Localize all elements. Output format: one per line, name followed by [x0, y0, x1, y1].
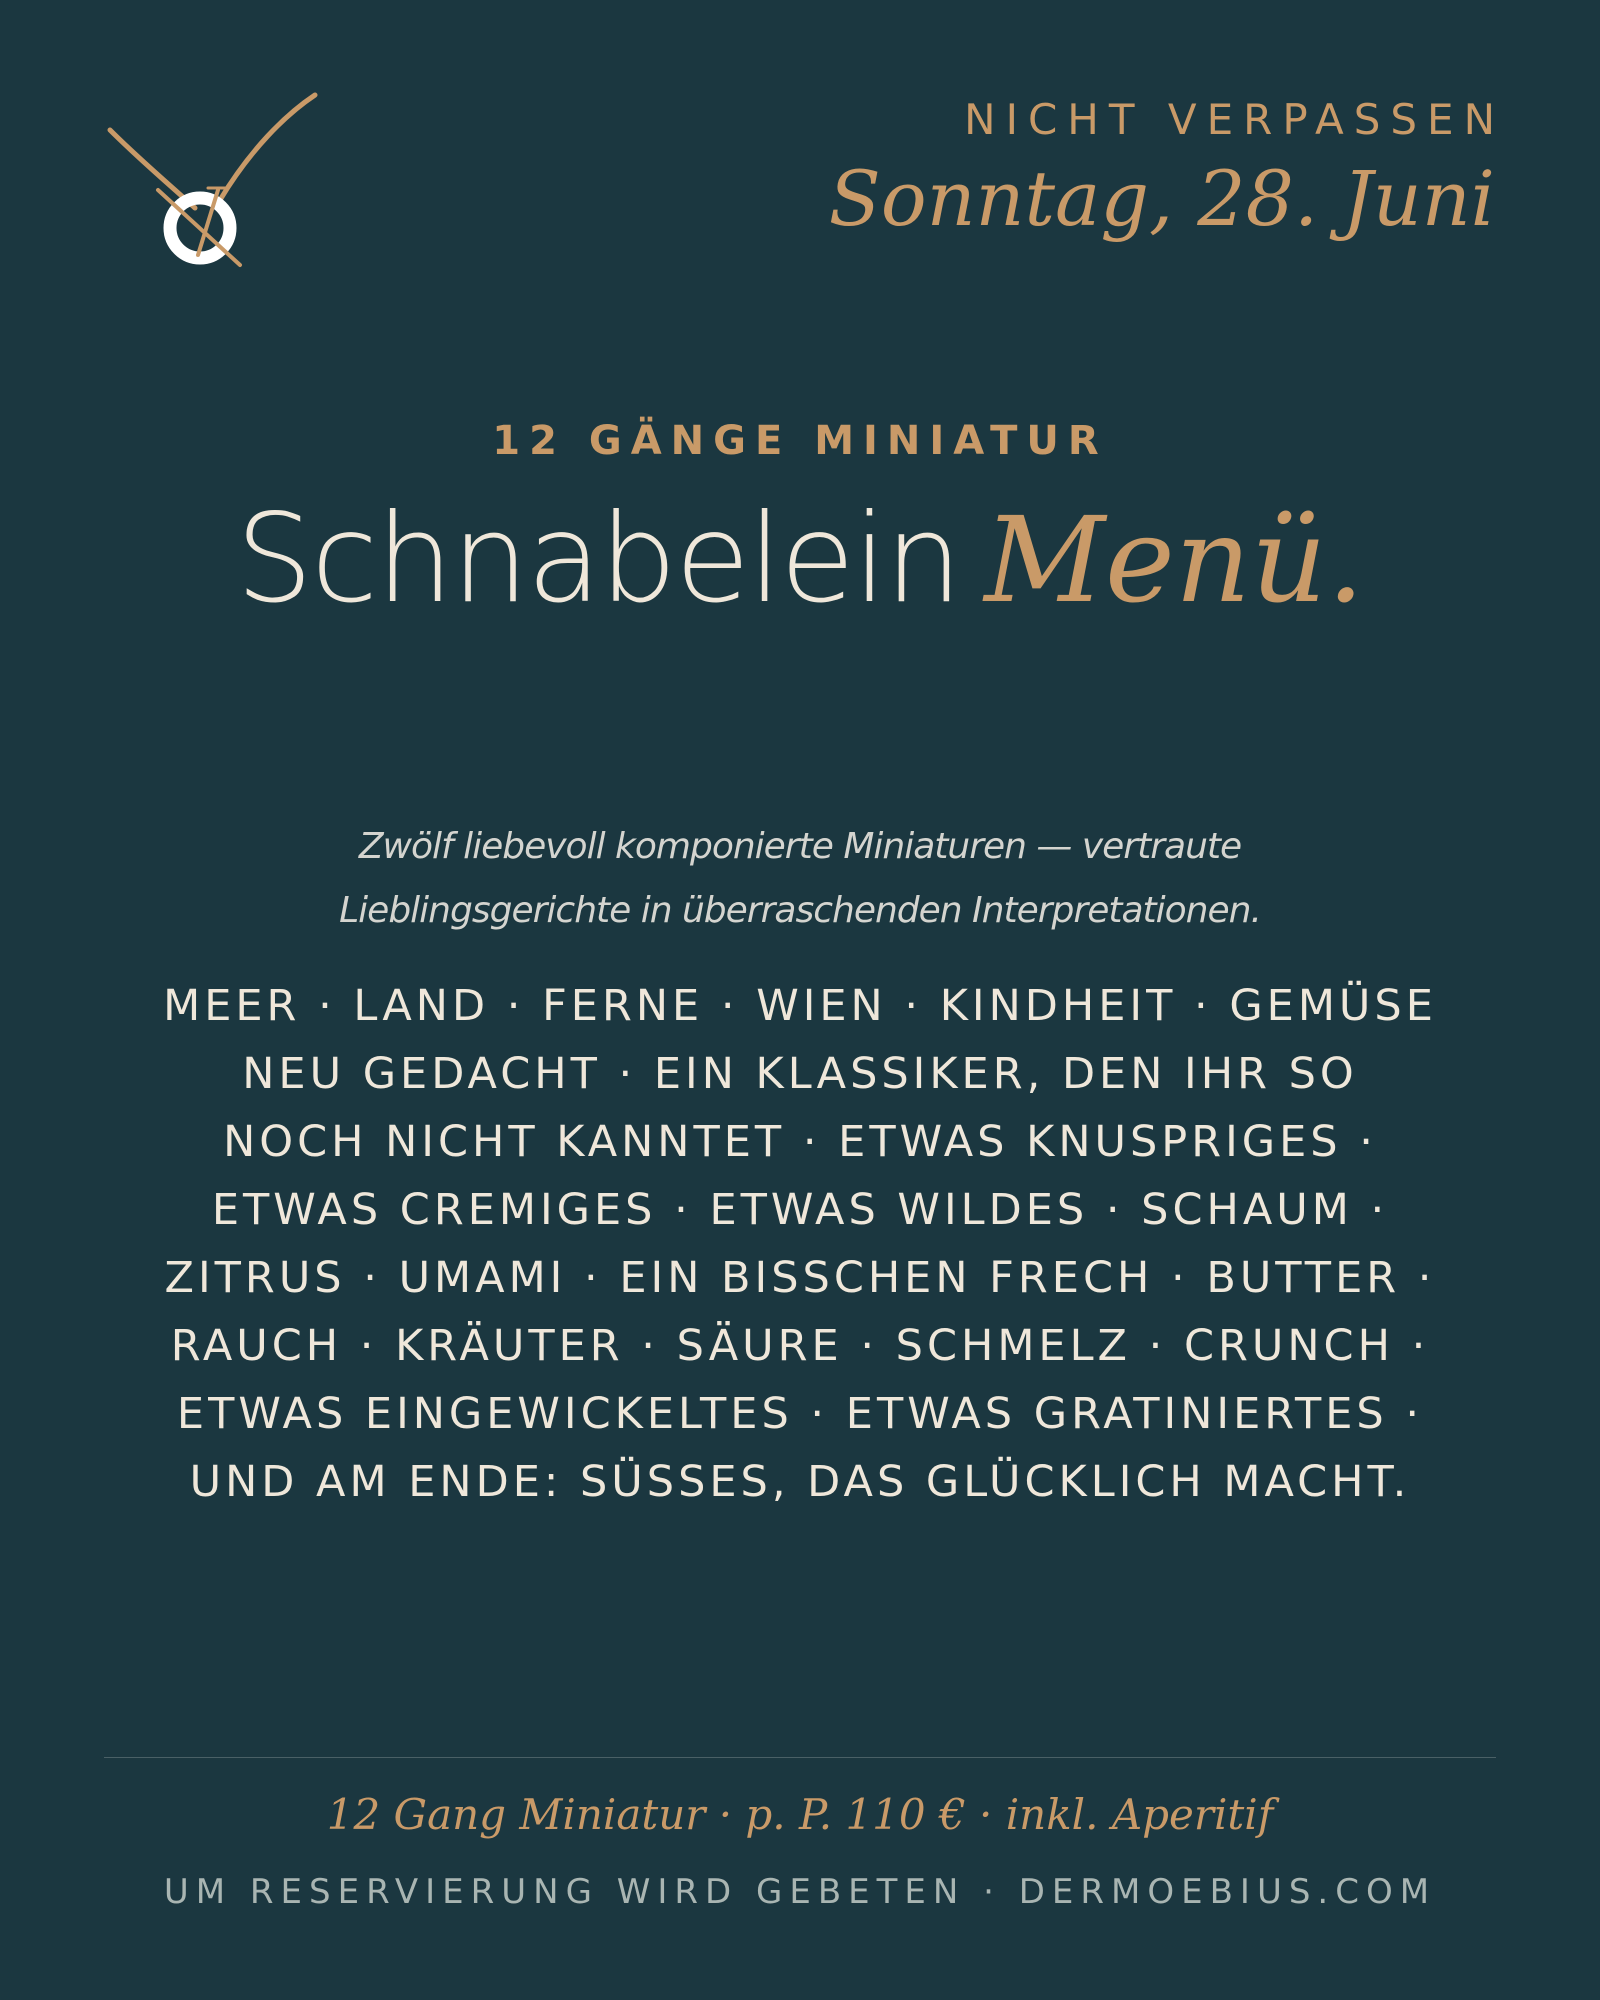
menu-subtitle: 12 GÄNGE MINIATUR	[492, 418, 1108, 464]
course-line: ZITRUS · UMAMI · EIN BISSCHEN FRECH · BUTTER ·	[164, 1253, 1436, 1303]
eyebrow-label: NICHT VERPASSEN	[964, 95, 1505, 144]
footer-divider	[104, 1757, 1496, 1758]
intro-line: Zwölf liebevoll komponierte Miniaturen — vertraute	[358, 826, 1242, 867]
course-line: ETWAS EINGEWICKELTES · ETWAS GRATINIERTES ·	[176, 1389, 1424, 1439]
menu-title-main: Schnabelein	[235, 488, 961, 630]
menu-title-accent: Menü.	[984, 491, 1365, 629]
reservation-info: UM RESERVIERUNG WIRD GEBETEN · DERMOEBIUS.COM	[163, 1872, 1437, 1912]
course-line: ETWAS CREMIGES · ETWAS WILDES · SCHAUM ·	[211, 1185, 1389, 1235]
intro-line: Lieblingsgerichte in überraschenden Interpretationen.	[339, 890, 1261, 931]
price-info: 12 Gang Miniatur · p. P. 110 € · inkl. Aperitif	[326, 1790, 1274, 1839]
intro-text	[200, 815, 1400, 943]
event-date: Sonntag, 28. Juni	[828, 154, 1495, 243]
course-line: RAUCH · KRÄUTER · SÄURE · SCHMELZ · CRUNCH ·	[170, 1321, 1430, 1371]
course-line: UND AM ENDE: SÜSSES, DAS GLÜCKLICH MACHT.	[189, 1457, 1411, 1507]
menu-title	[0, 488, 1600, 630]
course-line: MEER · LAND · FERNE · WIEN · KINDHEIT · GEMÜSE	[163, 981, 1437, 1031]
course-line: NOCH NICHT KANNTET · ETWAS KNUSPRIGES ·	[223, 1117, 1377, 1167]
bird-fork-logo-icon	[100, 90, 330, 270]
course-line: NEU GEDACHT · EIN KLASSIKER, DEN IHR SO	[242, 1049, 1358, 1099]
course-list	[120, 972, 1480, 1516]
event-header	[828, 95, 1505, 243]
